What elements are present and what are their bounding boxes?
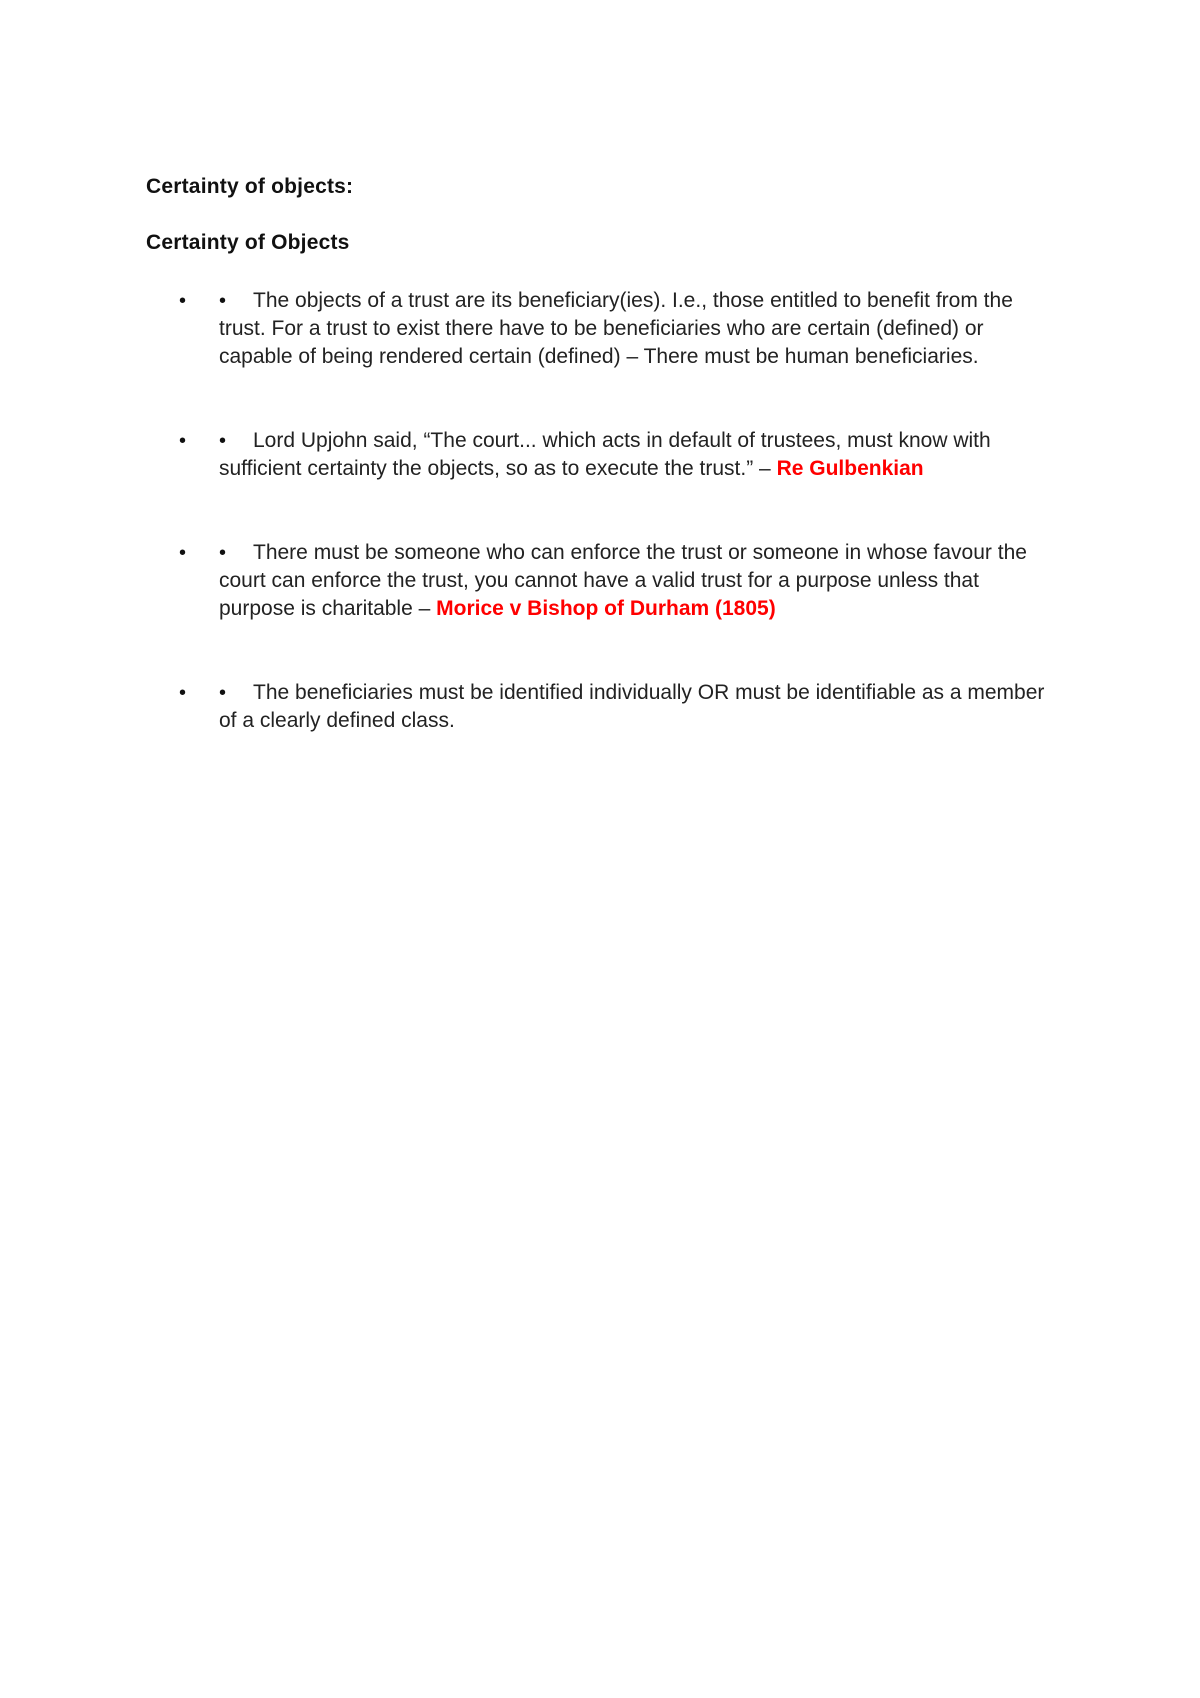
list-item bbox=[179, 427, 1059, 483]
bullet-icon: • bbox=[179, 290, 187, 312]
item-text: The beneficiaries must be identified individually OR must be identifiable as a member of a clearly defined class. bbox=[219, 681, 1045, 732]
list-item bbox=[179, 539, 1059, 623]
bullet-icon: • bbox=[179, 682, 187, 704]
case-citation: Morice v Bishop of Durham (1805) bbox=[436, 597, 776, 620]
bullet-icon: • bbox=[219, 682, 227, 704]
bullet-icon: • bbox=[219, 290, 227, 312]
bullet-icon: • bbox=[219, 430, 227, 452]
section-heading: Certainty of Objects bbox=[146, 231, 350, 254]
bullet-icon: • bbox=[219, 542, 227, 564]
item-text: There must be someone who can enforce the trust or someone in whose favour the court can enforce the trust, you cannot have a valid trust for a purpose unless that purpose is charitable – bbox=[219, 541, 1027, 620]
case-citation: Re Gulbenkian bbox=[776, 457, 924, 480]
item-text: Lord Upjohn said, “The court... which acts in default of trustees, must know with sufficient certainty the objects, so as to execute the trust.” – bbox=[219, 429, 991, 480]
bullet-icon: • bbox=[179, 542, 187, 564]
item-text: The objects of a trust are its beneficiary(ies). I.e., those entitled to benefit from the trust. For a trust to exist there have to be beneficiaries who are certain (defined) or capable of being rendered certain (defined) – There must be human beneficiaries. bbox=[219, 289, 1013, 368]
list-item bbox=[179, 679, 1059, 735]
list-item bbox=[179, 287, 1059, 371]
bullet-icon: • bbox=[179, 430, 187, 452]
document-title: Certainty of objects: bbox=[146, 175, 354, 198]
